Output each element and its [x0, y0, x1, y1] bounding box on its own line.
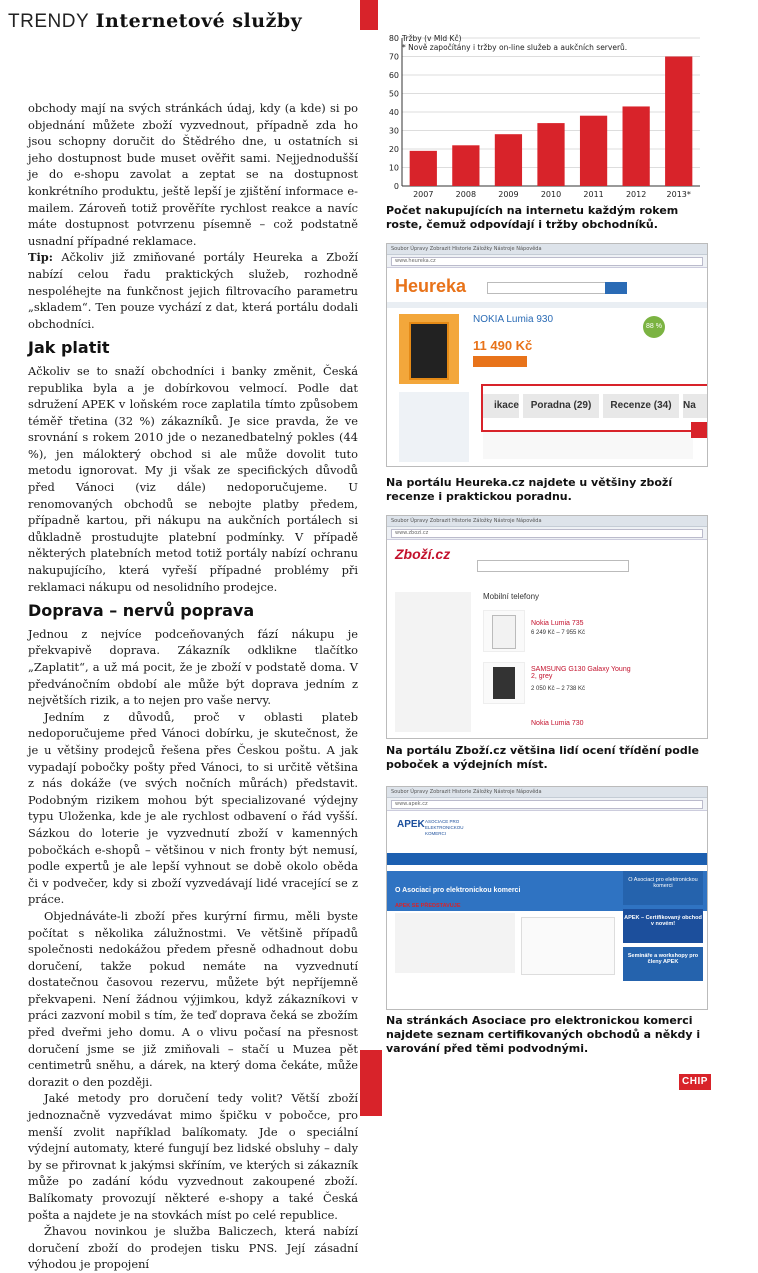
red-marker: [691, 422, 707, 438]
tab-recenze[interactable]: Recenze (34): [603, 394, 679, 418]
item-name[interactable]: Nokia Lumia 735: [531, 620, 584, 627]
paragraph: obchody mají na svých stránkách údaj, kdy (a kde) si po objednání můžete zboží vyzvednout, případně zda ho jsou schopny doručit do Štědrého dne, u ostatních si jeho dostupnost bude muset ověřit sami. Nejjednodušší je do e-shopu zavolat a zeptat se na dostupnost konkrétního produktu, ještě lepší je zjištění informace e-mailem. Zároveň totiž prověříte rychlost reakce a navíc máte dostupnost potvrzenu písemně – což podstatně usnadní případné reklamace.: [28, 101, 358, 248]
paragraph: Žhavou novinkou je služba Baliczech, která nabízí doručení zboží do prodejen tisku PNS. Její zásadní výhodou je propojení: [28, 1224, 358, 1272]
article-column: [28, 100, 358, 1273]
x-tick-label: 2010: [540, 190, 562, 199]
y-tick-label: 50: [388, 89, 399, 99]
tab-callout: [481, 384, 708, 432]
apek-logo-sub: ASOCIACE PRO ELEKTRONICKOU KOMERCI: [425, 819, 464, 836]
apek-subheading: APEK SE PŘEDSTAVUJE: [395, 903, 461, 909]
apek-screenshot: [386, 786, 708, 1010]
paragraph: Jedním z důvodů, proč v oblasti plateb nedoporučujeme před Vánoci dobírku, je skutečnost, že je u většiny prodejců řešena přes Českou poštu. A jak vypadají pobočky pošty před Vánoci, to si určitě většina z nás dokáže (ve svých nočních můrách) představit. Podobným rizikem mohou být specializované výdejny typu Uloženka, kde je ale rychlost odbavení o řád vyšší. Sázkou do loterie je vyzvednutí zboží v kamenných pobočkách e-shopů – většinou v nich fronty být nemusí, podle expertů je ale lepší vyhnout se době okolo oběda či v podvečer, kdy si zboží vyzvedávají lidé vracející se z práce.: [28, 709, 358, 907]
tab-partial-right[interactable]: Na: [683, 394, 707, 418]
red-bottom-tab: [360, 1050, 382, 1116]
chart-title: Tržby (v Mld Kč): [402, 34, 462, 43]
heading-doprava: Doprava – nervů poprava: [28, 601, 255, 621]
browser-url-bar: www.apek.cz: [387, 798, 707, 811]
filter-sidebar: [395, 592, 471, 732]
item-image: [483, 662, 525, 704]
apek-heading: O Asociaci pro elektronickou komerci: [395, 887, 521, 894]
y-tick-label: 70: [388, 52, 399, 62]
bar: [495, 134, 522, 186]
spec-table: [399, 392, 469, 462]
bar: [665, 57, 692, 187]
tip-paragraph: [28, 249, 358, 332]
y-tick-label: 30: [388, 126, 399, 136]
phone-shape: [493, 667, 515, 699]
item-image: [483, 610, 525, 652]
apek-side-box[interactable]: O Asociaci pro elektronickou komerci: [623, 871, 703, 905]
heureka-logo: Heureka: [395, 276, 467, 296]
phone-shape: [409, 322, 449, 380]
phone-shape: [492, 615, 516, 649]
y-tick-label: 0: [393, 182, 399, 191]
product-image: [399, 314, 459, 384]
section-label: TRENDY: [8, 11, 90, 32]
item-name[interactable]: SAMSUNG G130 Galaxy Young 2, grey: [531, 666, 631, 680]
browser-menu-bar: Soubor Úpravy Zobrazit Historie Záložky Nástroje Nápověda: [387, 244, 707, 255]
chip-logo: CHIP: [679, 1074, 711, 1090]
browser-menu-bar: Soubor Úpravy Zobrazit Historie Záložky Nástroje Nápověda: [387, 516, 707, 527]
y-tick-label: 80: [388, 34, 399, 43]
tip-label: Tip:: [28, 250, 53, 265]
red-corner-tab: [360, 0, 378, 30]
x-tick-label: 2012: [625, 190, 647, 199]
product-name[interactable]: NOKIA Lumia 930: [473, 314, 554, 325]
x-tick-label: 2009: [498, 190, 519, 199]
browser-url-bar: www.zbozi.cz: [387, 527, 707, 540]
paragraph: Jaké metody pro doručení tedy volit? Větší zboží jednoznačně vyzvedávat mimo špičku v pobočce, pro menší zvolit například balíkomaty. Jde o speciální výdejní automaty, které fungují bez lidské obsluhy – daly by se přirovnat k jakýmsi skříním, ve kterých si zákazník může po zadání kódu vyzvednout zakoupené zboží. Balíkomaty provozují některé e-shopy a také Česká pošta a najdete je na stovkách míst po celé republice.: [28, 1091, 358, 1222]
compare-price-button[interactable]: [473, 356, 527, 367]
breadcrumb: [387, 302, 707, 308]
x-tick-label: 2011: [583, 190, 604, 199]
page-title: Internetové služby: [95, 10, 303, 32]
paragraph: Jednou z nejvíce podceňovaných fází nákupu je překvapivě doprava. Zákazník odklikne tlačítko „Zaplatit“, a už má pocit, že je zboží v podstatě doma. V předvánočním období ale může být doprava jedním z největších rizik, a to nejen pro vaše nervy.: [28, 626, 358, 708]
heureka-search-input[interactable]: [487, 282, 609, 294]
apek-logo: APEK: [397, 819, 425, 830]
tab-partial-left[interactable]: ikace: [483, 394, 519, 418]
zbozi-caption: Na portálu Zboží.cz většina lidí ocení třídění podle poboček a výdejních míst.: [386, 744, 699, 771]
chart-subtitle: * Nově započítány i tržby on-line služeb a aukčních serverů.: [402, 43, 628, 52]
chart-svg: [386, 30, 706, 202]
category-title: Mobilní telefony: [483, 592, 540, 601]
apek-caption: Na stránkách Asociace pro elektronickou komerci najdete seznam certifikovaných obchodů a někdy i varování před těmi podvodnými.: [386, 1014, 701, 1055]
zbozi-logo: Zboží.cz: [395, 546, 451, 562]
revenue-chart: [386, 30, 706, 202]
y-tick-label: 10: [388, 163, 399, 173]
apek-side-box[interactable]: APEK – Certifikovaný obchod v novém!: [623, 909, 703, 943]
page-header: [8, 10, 302, 33]
y-tick-label: 40: [388, 108, 399, 117]
heureka-screenshot: [386, 243, 708, 467]
heading-jak-platit: Jak platit: [28, 338, 110, 358]
x-tick-label: 2008: [455, 190, 477, 199]
browser-url-bar: www.heureka.cz: [387, 255, 707, 268]
y-tick-label: 20: [388, 145, 399, 154]
apek-side-box[interactable]: Semináře a workshopy pro členy APEK: [623, 947, 703, 981]
paragraph: Objednáváte-li zboží přes kurýrní firmu, měli byste počítat s několika zálužnostmi. Ve většině případů společnosti nedokážou předem přesně odhadnout dobu doručení, takže pokud nemáte na vyzvednutí dostatečnou časovou rezervu, můžete být nepříjemně překvapeni. Není žádnou výjimkou, když zákazníkovi v práci zazvoní mobil s tím, že teď doprava čeká se zbožím před dveřmi jeho domu. A o vlivu počasí na přesnost doručení jsme se již zmiňovali – stačí u Muzea pět centimetrů sněhu, a dárek, na který doma čekáte, může dorazit o den později.: [28, 908, 358, 1089]
zbozi-search-input[interactable]: [477, 560, 629, 572]
bar: [410, 151, 437, 186]
tab-poradna[interactable]: Poradna (29): [523, 394, 599, 418]
item-price: 6 249 Kč – 7 955 Kč: [531, 630, 586, 636]
tip-text: Ačkoliv již zmiňované portály Heureka a Zboží nabízí celou řadu praktických služeb, rozhodně nespoléhejte na funkčnost jejich filtrovacího parametru „skladem“. Ten pouze vychází z dat, která portálu dodali obchodníci.: [28, 250, 358, 331]
x-tick-label: 2007: [413, 190, 434, 199]
product-price: 11 490 Kč: [473, 338, 533, 353]
paragraph: Ačkoliv se to snaží obchodníci i banky změnit, Česká republika byla a je dobírkovou velmocí. Podle dat sdružení APEK v loňském roce zaplatila tímto způsobem téměř třetina (32 %) zákazníků. Je sice pravda, že ve srovnání s rokem 2010 jde o nezanedbatelný pokles (44 %), jen málokterý obchod si ale může dovolit tuto metodu ignorovat. My ji však ze specifických důvodů před Vánoci (viz dále) nedoporučujeme. U renomovaných obchodů se nebojte platby předem, případně kartou, při nákupu na aukčních portálech si důkladně prostudujte platební podmínky. V případě některých platebních metod totiž portály nabízí ochranu nakupujícího, která vyřeší případné problémy při reklamaci nákupu od nesolidního prodejce.: [28, 363, 358, 594]
item-price: 2 050 Kč – 2 738 Kč: [531, 686, 586, 692]
y-tick-label: 60: [388, 71, 399, 80]
apek-text: [395, 913, 515, 973]
rating-badge: 88 %: [643, 316, 665, 338]
x-tick-label: 2013*: [666, 190, 691, 199]
apek-nav[interactable]: [387, 853, 707, 865]
bar: [580, 116, 607, 186]
bar: [452, 145, 479, 186]
heureka-caption: Na portálu Heureka.cz najdete u většiny zboží recenze i praktickou poradnu.: [386, 476, 673, 503]
chart-caption: Počet nakupujících na internetu každým rokem roste, čemuž odpovídají i tržby obchodníků.: [386, 204, 679, 231]
heureka-search-button[interactable]: [605, 282, 627, 294]
browser-menu-bar: Soubor Úpravy Zobrazit Historie Záložky Nástroje Nápověda: [387, 787, 707, 798]
zbozi-screenshot: [386, 515, 708, 739]
bar: [537, 123, 564, 186]
apek-chart-thumb: [521, 917, 615, 975]
bar: [623, 106, 650, 186]
item-name[interactable]: Nokia Lumia 730: [531, 720, 584, 727]
